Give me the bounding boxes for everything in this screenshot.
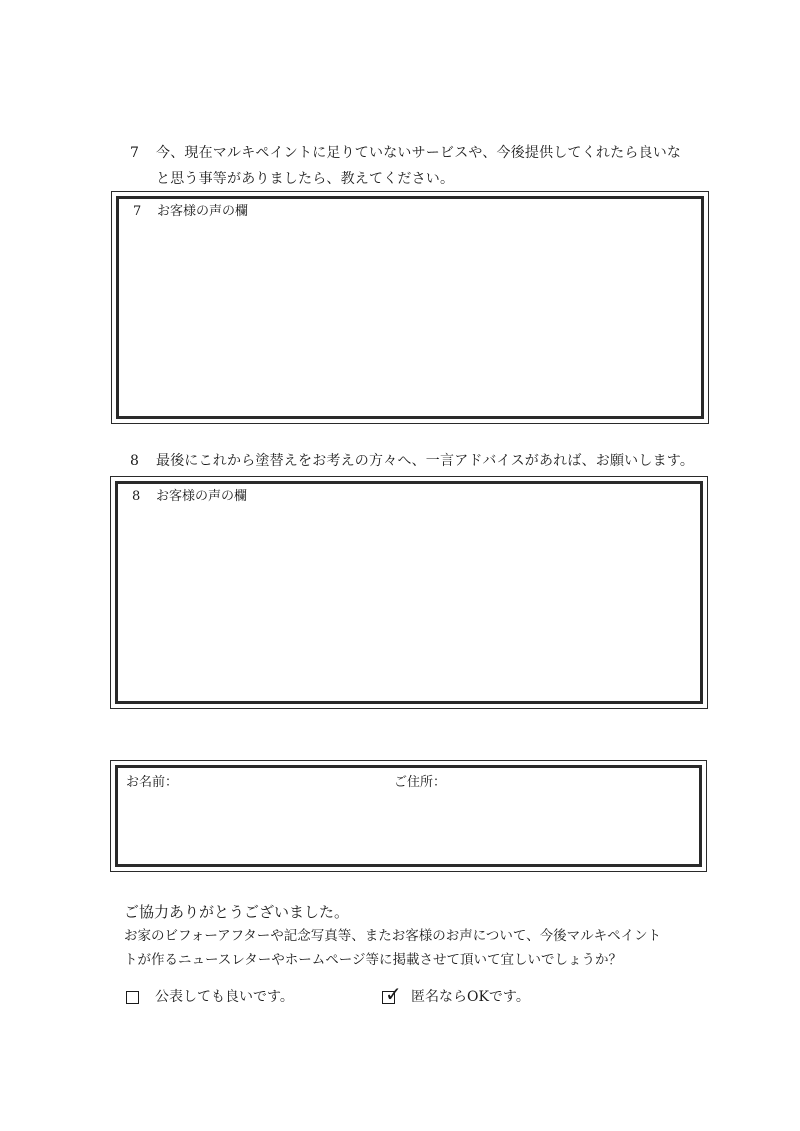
question-8-answer-box[interactable] [110, 476, 708, 709]
question-7-box-number: 7 [133, 204, 142, 219]
question-8-line-1: 最後にこれから塗替えをお考えの方々へ、一言アドバイスがあれば、お願いします。 [156, 453, 695, 469]
name-field-label: お名前： [126, 775, 179, 790]
thanks-title: ご協力ありがとうございました。 [124, 903, 350, 921]
question-7-number: 7 [130, 145, 140, 161]
question-7-line-2: と思う事等がありましたら、教えてください。 [156, 171, 455, 187]
permission-question-line-1: お家のビフォーアフターや記念写真等、またお客様のお声について、今後マルキペイント [124, 928, 662, 944]
anonymous-option-label: 匿名ならOKです。 [411, 989, 530, 1005]
question-7-box-title: お客様の声の欄 [157, 204, 249, 219]
check-mark-icon: ✓ [385, 981, 402, 1006]
address-field-label: ご住所： [394, 775, 447, 790]
question-7-text [130, 140, 681, 192]
contact-info-box[interactable] [110, 760, 707, 872]
public-option-label: 公表しても良いです。 [155, 989, 294, 1005]
option-anonymous[interactable] [382, 981, 530, 1008]
question-8-box-label [132, 488, 247, 506]
question-7-answer-box[interactable] [111, 191, 709, 424]
option-public[interactable] [126, 986, 294, 1008]
question-8-number: 8 [130, 453, 140, 469]
question-8-box-title: お客様の声の欄 [156, 489, 248, 504]
anonymous-checkbox[interactable] [382, 981, 402, 1006]
question-8-text [130, 448, 694, 474]
permission-question [124, 924, 704, 972]
question-7-box-label [133, 203, 248, 221]
public-checkbox[interactable] [126, 991, 139, 1004]
permission-question-line-2: トが作るニュースレターやホームページ等に掲載させて頂いて宜しいでしょうか？ [124, 952, 623, 968]
question-7-line-1: 今、現在マルキペイントに足りていないサービスや、今後提供してくれたら良いな [156, 145, 682, 161]
question-8-box-number: 8 [132, 489, 141, 504]
